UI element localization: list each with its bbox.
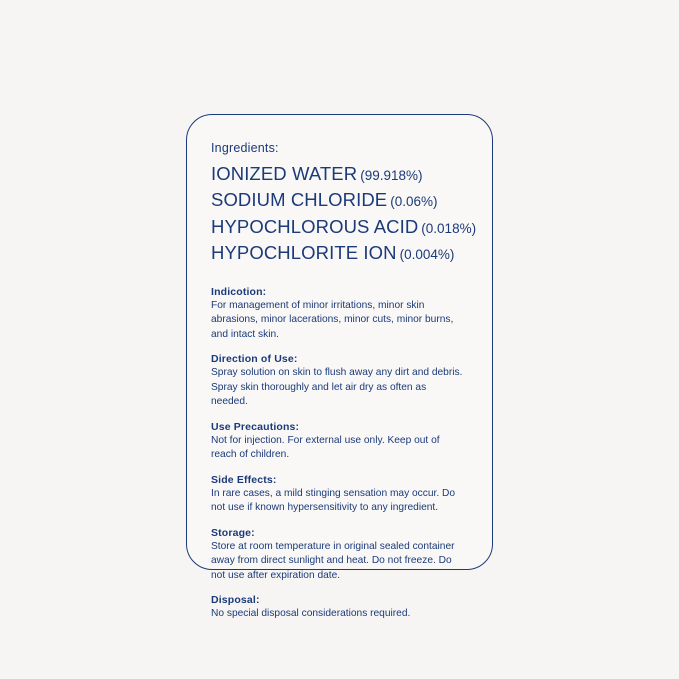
ingredient-row: [211, 241, 468, 265]
section-body: In rare cases, a mild stinging sensation may occur. Do not use if known hypersensitivity to any ingredient.: [211, 487, 456, 514]
ingredient-row: [211, 188, 468, 212]
section-body: Spray solution on skin to flush away any dirt and debris. Spray skin thoroughly and let air dry as often as needed.: [211, 367, 463, 408]
section-body: For management of minor irritations, minor skin abrasions, minor lacerations, minor cuts, minor burns, and intact skin.: [211, 299, 454, 340]
section-body: Store at room temperature in original sealed container away from direct sunlight and heat. Do not freeze. Do not use after expiration date.: [211, 540, 455, 581]
section-title: Indicotion:: [211, 285, 267, 298]
product-label-card: [186, 114, 493, 620]
ingredient-name: HYPOCHLORITE ION: [211, 242, 397, 264]
section-direction-of-use: [211, 353, 468, 409]
section-title: Disposal:: [211, 594, 260, 607]
section-title: Direction of Use:: [211, 353, 298, 366]
ingredient-name: IONIZED WATER: [211, 163, 358, 184]
section-title: Side Effects:: [211, 473, 277, 486]
ingredient-percent: (0.018%): [421, 220, 477, 236]
section-storage: [211, 527, 468, 583]
ingredient-name: SODIUM CHLORIDE: [211, 189, 388, 211]
section-side-effects: [211, 474, 468, 516]
ingredient-percent: (0.06%): [390, 194, 438, 210]
ingredient-percent: (0.004%): [399, 247, 455, 263]
ingredient-row: [211, 162, 468, 186]
section-indication: [211, 286, 468, 342]
section-body: Not for injection. For external use only. Keep out of reach of children.: [211, 434, 440, 461]
section-title: Storage:: [211, 526, 255, 539]
section-title: Use Precautions:: [211, 420, 300, 433]
ingredients-section: [211, 141, 477, 266]
label-details: [211, 286, 468, 622]
ingredient-percent: (99.918%): [360, 168, 423, 183]
section-body: No special disposal considerations required.: [211, 608, 411, 620]
ingredient-name: HYPOCHLOROUS ACID: [211, 215, 419, 237]
ingredients-heading: Ingredients:: [211, 141, 279, 155]
ingredient-row: [211, 215, 477, 239]
section-disposal: [211, 594, 468, 621]
section-use-precautions: [211, 421, 468, 463]
